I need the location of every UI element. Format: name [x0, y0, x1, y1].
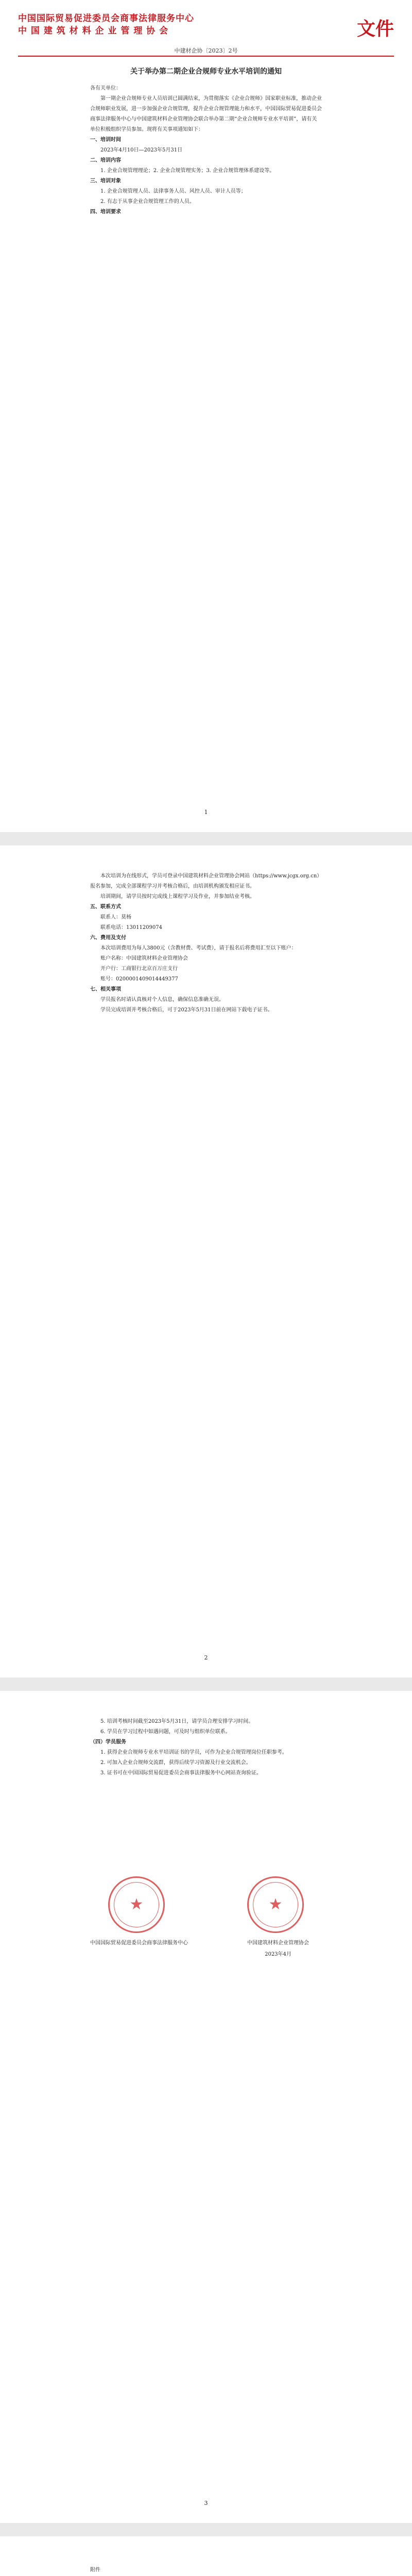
contact-person: 联系人：莫杨 [100, 914, 131, 920]
section-heading: 三、培训对象 [90, 178, 121, 184]
intro-paragraph: 第一期企业合规师专业人员培训已圆满结束，为贯彻落实《企业合规师》国家职业标准，推动企业合规师职业发展，进一步加强企业合规管理，提升企业合规管理能力和水平，中国国际贸易促进委员会商事法律服务中心与中国建筑材料企业管理协会联合举办第二期“企业合规师专业水平培训”，请有关单位积极组织学员参加。现将有关事项通知如下： [90, 96, 322, 132]
body-paragraph: 本次培训为在线形式，学员可登录中国建筑材料企业管理协会网站（https://www.jcgx.org.cn）报名参加，完成全部课程学习并考核合格后，由培训机构颁发相应证书。 [90, 873, 320, 889]
seal-stamp-left: ★ [108, 1876, 165, 1933]
header-issuer-1: 中国国际贸易促进委员会商事法律服务中心 [18, 13, 194, 24]
service-text: 2. 可加入企业合规师交流群，获得后续学习资源及行业交流机会。 [100, 1760, 251, 1766]
page-3 [0, 1691, 412, 2523]
section-text: 2. 有志于从事企业合规管理工作的人员。 [100, 199, 195, 205]
page-2 [0, 845, 412, 1677]
header-wenjian: 文件 [356, 18, 394, 40]
salutation: 各有关单位： [90, 86, 121, 91]
page-number: 1 [204, 809, 208, 816]
signature-right: 中国建筑材料企业管理协会 [247, 1940, 309, 1946]
section-text: 1. 企业合规管理人员、法律事务人员、风控人员、审计人员等； [100, 189, 246, 194]
page-1 [0, 0, 412, 832]
page-number: 3 [204, 2500, 208, 2506]
page-number: 2 [204, 1654, 208, 1661]
section-heading: 五、联系方式 [90, 904, 121, 910]
section-text: 2023年4月10日—2023年5月31日 [100, 147, 183, 153]
bank-name: 开户行：工商银行北京百万庄支行 [100, 966, 178, 972]
note-text: 5. 培训考核时间截至2023年5月31日，请学员合理安排学习时间。 [100, 1719, 254, 1724]
section-heading: 四、培训要求 [90, 209, 121, 215]
section-heading: （四）学员服务 [90, 1739, 126, 1745]
section-heading: 六、费用及支付 [90, 935, 126, 941]
misc-text: 学员报名时请认真核对个人信息，确保信息准确无误。 [100, 997, 224, 1003]
service-text: 1. 获得企业合规师专业水平培训证书的学员，可作为企业合规管理岗位任职参考。 [100, 1750, 287, 1755]
note-text: 6. 学员在学习过程中如遇问题，可及时与组织单位联系。 [100, 1729, 231, 1735]
seal-stamp-right: ★ [247, 1876, 304, 1933]
header-issuer-2: 中 国 建 筑 材 料 企 业 管 理 协 会 [18, 26, 169, 36]
section-heading: 七、相关事项 [90, 987, 121, 992]
section-text: 1. 企业合规管理理论；2. 企业合规管理实务；3. 企业合规管理体系建设等。 [100, 168, 275, 174]
account-name: 账户名称：中国建筑材料企业管理协会 [100, 956, 188, 961]
misc-text: 学员完成培训并考核合格后，可于2023年5月31日前在网站下载电子证书。 [100, 1007, 273, 1013]
body-paragraph: 培训期间，请学员按时完成线上课程学习及作业，并参加结业考核。 [100, 894, 255, 900]
document-header [18, 12, 394, 40]
red-divider [18, 56, 394, 57]
page-4 [0, 2536, 412, 2576]
account-number: 账号：0200001409014449377 [100, 976, 178, 982]
notice-title: 关于举办第二期企业合规师专业水平培训的通知 [130, 67, 282, 76]
signature-left: 中国国际贸易促进委员会商事法律服务中心 [90, 1940, 188, 1946]
section-heading: 二、培训内容 [90, 158, 121, 163]
service-text: 3. 证书可在中国国际贸易促进委员会商事法律服务中心网站查询验证。 [100, 1770, 262, 1776]
document-number: 中建材企协〔2023〕2号 [174, 47, 238, 54]
contact-phone: 联系电话：13011209074 [100, 925, 162, 930]
attachment-label: 附件 [90, 2567, 100, 2573]
section-heading: 一、培训时间 [90, 137, 121, 143]
signature-date: 2023年4月 [265, 1952, 291, 1957]
fee-text: 本次培训费用为每人3800元（含教材费、考试费），请于报名后将费用汇至以下账户： [100, 945, 297, 951]
